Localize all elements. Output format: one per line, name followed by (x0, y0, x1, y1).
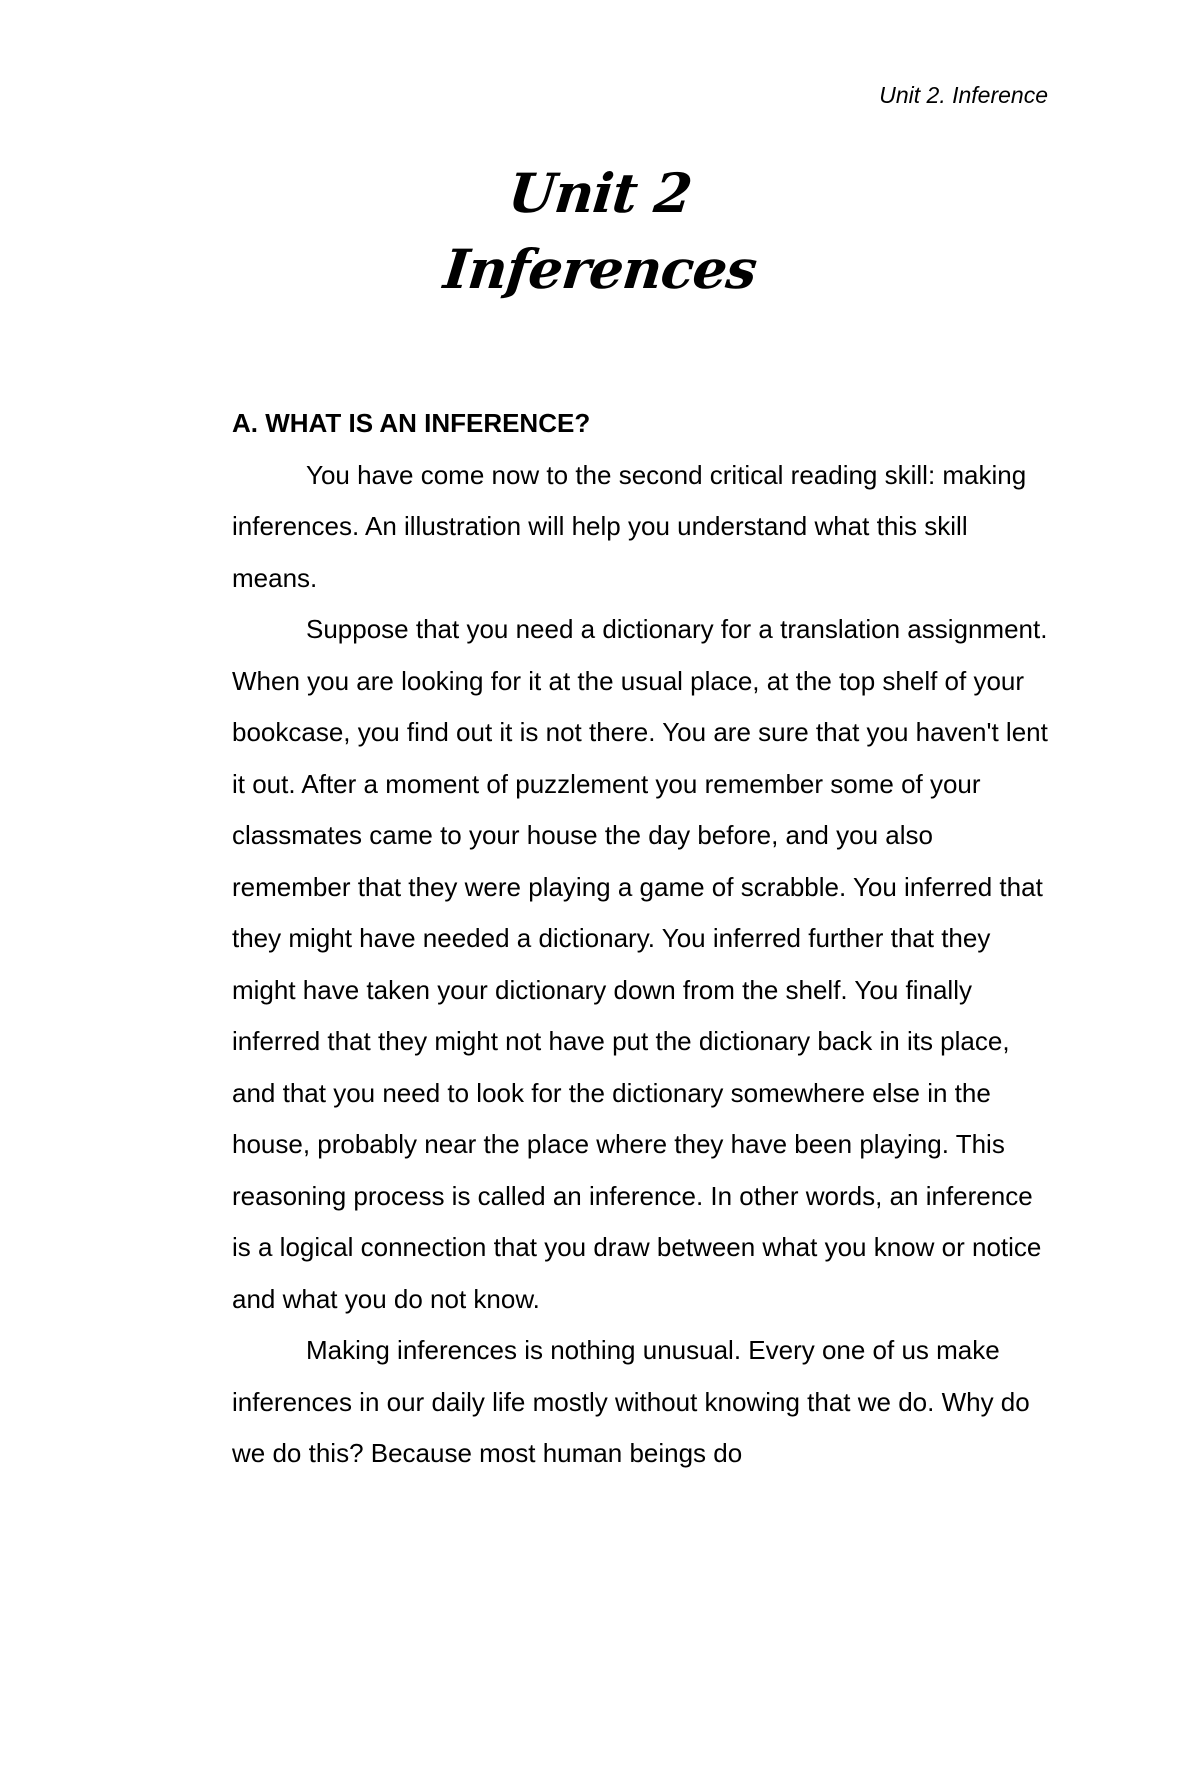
unit-title (0, 155, 1200, 307)
paragraph: You have come now to the second critical reading skill: making inferences. An illustration will help you understand what this skill means. (232, 459, 1027, 593)
unit-number-title: Unit 2 (505, 161, 695, 225)
paragraph: Making inferences is nothing unusual. Every one of us make inferences in our daily life mostly without knowing that we do. Why do we do this? Because most human beings do (232, 1335, 1030, 1468)
section-heading: A. WHAT IS AN INFERENCE? (232, 408, 591, 438)
running-header: Unit 2. Inference (879, 82, 1048, 108)
unit-topic-title: Inferences (440, 237, 760, 301)
paragraph: Suppose that you need a dictionary for a translation assignment. When you are looking for it at the usual place, at the top shelf of your bookcase, you find out it is not there. You are sure that you haven't lent it out. After a moment of puzzlement you remember some of your classmates came to your house the day before, and you also remember that they were playing a game of scrabble. You inferred that they might have needed a dictionary. You inferred further that they might have taken your dictionary down from the shelf. You finally inferred that they might not have put the dictionary back in its place, and that you need to look for the dictionary somewhere else in the house, probably near the place where they have been playing. This reasoning process is called an inference. In other words, an inference is a logical connection that you draw between what you know or notice and what you do not know. (232, 614, 1048, 1314)
section-body (232, 398, 1052, 1480)
